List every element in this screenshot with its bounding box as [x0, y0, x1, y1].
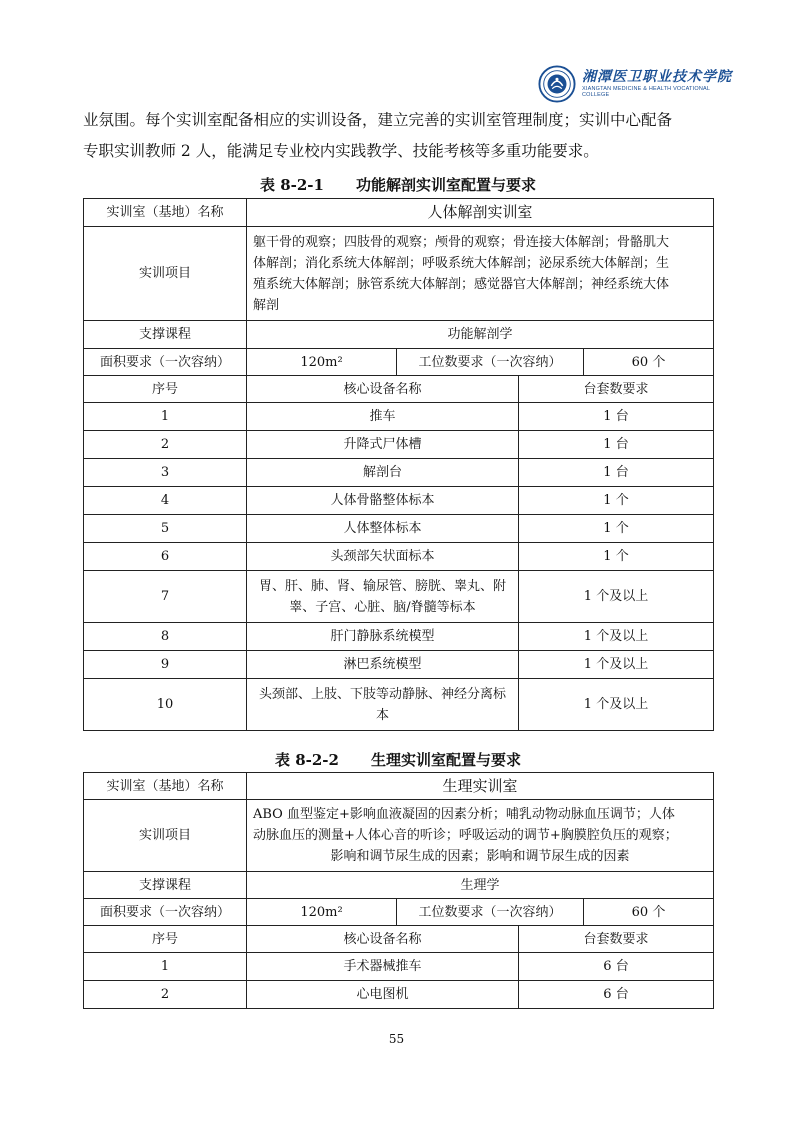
- table2-area-row: [84, 899, 714, 926]
- table2-title: 生理实训室配置与要求: [370, 751, 521, 769]
- row-equipment: 肝门静脉系统模型: [247, 623, 519, 651]
- course-value: 功能解剖学: [247, 321, 714, 349]
- station-label: 工位数要求（一次容纳）: [397, 349, 584, 376]
- room-label: 实训室（基地）名称: [84, 773, 247, 800]
- station-value: 60 个: [584, 899, 714, 926]
- table1-area-row: [84, 349, 714, 376]
- row-equipment: 推车: [247, 403, 519, 431]
- project-line: 殖系统大体解剖；脉管系统大体解剖；感觉器官大体解剖；神经系统大体: [253, 276, 670, 292]
- col-quantity-header: 台套数要求: [519, 926, 714, 953]
- row-quantity: 1 个: [519, 543, 714, 571]
- project-line: 影响和调节尿生成的因素；影响和调节尿生成的因素: [330, 849, 630, 864]
- row-quantity: 1 个: [519, 487, 714, 515]
- logo-chinese-name: 湘潭医卫职业技术学院: [582, 69, 732, 85]
- table2-course-row: [84, 872, 714, 899]
- table-row: [84, 623, 714, 651]
- area-label: 面积要求（一次容纳）: [84, 349, 247, 376]
- row-quantity: 1 个及以上: [519, 623, 714, 651]
- row-quantity: 1 个: [519, 515, 714, 543]
- row-equipment: 人体骨骼整体标本: [247, 487, 519, 515]
- row-quantity: 1 个及以上: [519, 679, 714, 731]
- area-value: 120m²: [247, 899, 397, 926]
- station-value: 60 个: [584, 349, 714, 376]
- col-quantity-header: 台套数要求: [519, 376, 714, 403]
- row-quantity: 6 台: [519, 981, 714, 1009]
- intro-line-1: 业氛围。每个实训室配备相应的实训设备，建立完善的实训室管理制度；实训中心配备: [83, 111, 673, 129]
- project-value: [247, 800, 714, 872]
- row-no: 6: [84, 543, 247, 571]
- table1: [83, 198, 714, 731]
- table-row: [84, 459, 714, 487]
- row-equipment: 手术器械推车: [247, 953, 519, 981]
- table-row: [84, 981, 714, 1009]
- table-row: [84, 953, 714, 981]
- project-line: 体解剖；消化系统大体解剖；呼吸系统大体解剖；泌尿系统大体解剖；生: [253, 255, 670, 271]
- row-no: 2: [84, 431, 247, 459]
- row-equipment-line: 本: [375, 707, 389, 723]
- row-no: 8: [84, 623, 247, 651]
- college-logo: [538, 64, 738, 104]
- course-label: 支撑课程: [84, 321, 247, 349]
- row-no: 10: [84, 679, 247, 731]
- row-equipment: 升降式尸体槽: [247, 431, 519, 459]
- room-value: 生理实训室: [247, 773, 714, 800]
- row-equipment: 心电图机: [247, 981, 519, 1009]
- table2: [83, 772, 714, 1009]
- row-no: 3: [84, 459, 247, 487]
- row-equipment: [247, 571, 519, 623]
- room-value: 人体解剖实训室: [247, 199, 714, 227]
- table-row: [84, 543, 714, 571]
- row-quantity: 6 台: [519, 953, 714, 981]
- project-line: 解剖: [253, 297, 280, 313]
- station-label: 工位数要求（一次容纳）: [397, 899, 584, 926]
- row-equipment: 人体整体标本: [247, 515, 519, 543]
- row-no: 9: [84, 651, 247, 679]
- row-no: 5: [84, 515, 247, 543]
- row-equipment: 淋巴系统模型: [247, 651, 519, 679]
- row-equipment-line: 胃、肝、肺、肾、输尿管、膀胱、睾丸、附: [258, 578, 506, 594]
- project-line: 动脉血压的测量+人体心音的听诊；呼吸运动的调节+胸膜腔负压的观察；: [253, 828, 678, 843]
- row-quantity: 1 个及以上: [519, 651, 714, 679]
- table-row: [84, 487, 714, 515]
- row-equipment: 解剖台: [247, 459, 519, 487]
- college-emblem-icon: [538, 65, 576, 103]
- table1-caption: [83, 174, 713, 195]
- area-label: 面积要求（一次容纳）: [84, 899, 247, 926]
- table1-project-row: [84, 227, 714, 321]
- table2-project-row: [84, 800, 714, 872]
- table-row: [84, 571, 714, 623]
- page-number: 55: [388, 1032, 405, 1046]
- table1-title: 功能解剖实训室配置与要求: [355, 176, 536, 194]
- table1-header-row: [84, 376, 714, 403]
- table1-number: 表 8-2-1: [259, 176, 324, 194]
- course-label: 支撑课程: [84, 872, 247, 899]
- table-row: [84, 679, 714, 731]
- row-quantity: 1 台: [519, 403, 714, 431]
- col-equipment-header: 核心设备名称: [247, 376, 519, 403]
- row-no: 4: [84, 487, 247, 515]
- table-row: [84, 403, 714, 431]
- row-quantity: 1 台: [519, 459, 714, 487]
- row-no: 2: [84, 981, 247, 1009]
- table-row: [84, 431, 714, 459]
- project-label: 实训项目: [84, 800, 247, 872]
- table2-room-row: [84, 773, 714, 800]
- col-no-header: 序号: [84, 926, 247, 953]
- table1-room-row: [84, 199, 714, 227]
- table-row: [84, 515, 714, 543]
- col-equipment-header: 核心设备名称: [247, 926, 519, 953]
- room-label: 实训室（基地）名称: [84, 199, 247, 227]
- row-quantity: 1 台: [519, 431, 714, 459]
- project-value: [247, 227, 714, 321]
- intro-line-2: 专职实训教师 2 人，能满足专业校内实践教学、技能考核等多重功能要求。: [83, 142, 599, 160]
- table-row: [84, 651, 714, 679]
- row-no: 1: [84, 953, 247, 981]
- row-equipment-line: 头颈部、上肢、下肢等动静脉、神经分离标: [258, 686, 506, 702]
- table1-course-row: [84, 321, 714, 349]
- row-no: 7: [84, 571, 247, 623]
- table2-header-row: [84, 926, 714, 953]
- area-value: 120m²: [247, 349, 397, 376]
- project-line: ABO 血型鉴定+影响血液凝固的因素分析；哺乳动物动脉血压调节；人体: [253, 807, 675, 822]
- row-equipment: 头颈部矢状面标本: [247, 543, 519, 571]
- project-line: 躯干骨的观察；四肢骨的观察；颅骨的观察；骨连接大体解剖；骨骼肌大: [253, 234, 670, 250]
- row-quantity: 1 个及以上: [519, 571, 714, 623]
- row-equipment: [247, 679, 519, 731]
- course-value: 生理学: [247, 872, 714, 899]
- col-no-header: 序号: [84, 376, 247, 403]
- row-no: 1: [84, 403, 247, 431]
- table2-caption: [83, 749, 713, 770]
- logo-english-name: XIANGTAN MEDICINE & HEALTH VOCATIONAL COLLEGE: [582, 86, 710, 98]
- row-equipment-line: 睾、子宫、心脏、脑/脊髓等标本: [289, 599, 476, 615]
- project-label: 实训项目: [84, 227, 247, 321]
- table2-number: 表 8-2-2: [274, 751, 339, 769]
